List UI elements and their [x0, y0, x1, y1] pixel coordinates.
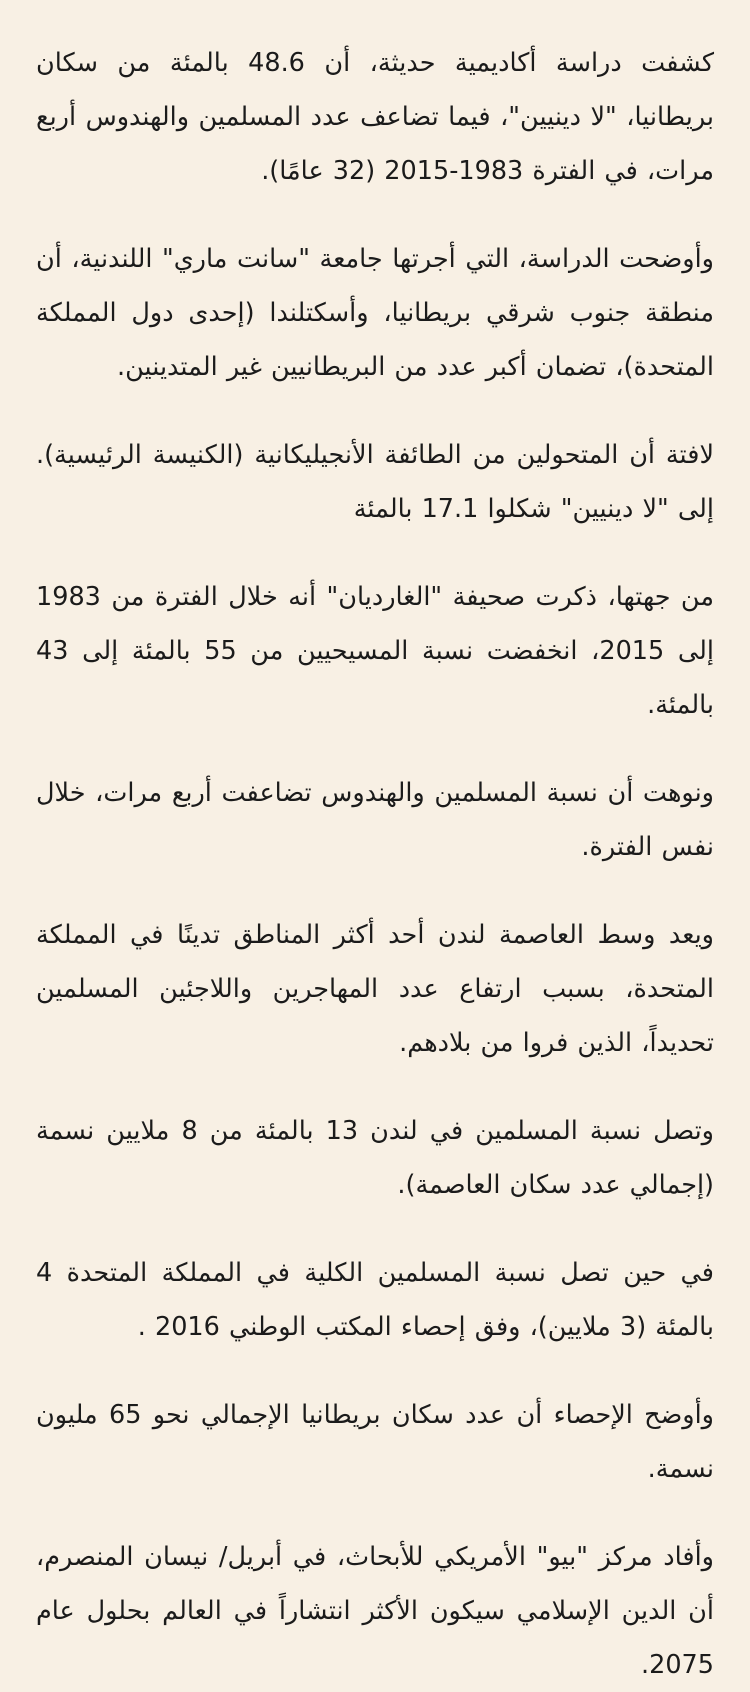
paragraph-study-findings: كشفت دراسة أكاديمية حديثة، أن 48.6 بالمئة من سكان بريطانيا، "لا دينيين"، فيما تضاعف عدد المسلمين والهندوس أربع مرات، في الفترة 1983-2015 (32 عامًا). [36, 48, 715, 186]
paragraph-guardian-report: من جهتها، ذكرت صحيفة "الغارديان" أنه خلال الفترة من 1983 إلى 2015، انخفضت نسبة المسيحيين من 55 بالمئة إلى 43 بالمئة. [36, 582, 715, 720]
paragraph-pew-center: وأفاد مركز "بيو" الأمريكي للأبحاث، في أبريل/ نيسان المنصرم، أن الدين الإسلامي سيكون الأكثر انتشاراً في العالم بحلول عام 2075. [36, 1542, 714, 1680]
paragraph-uk-muslims: في حين تصل نسبة المسلمين الكلية في المملكة المتحدة 4 بالمئة (3 ملايين)، وفق إحصاء المكتب الوطني 2016 . [36, 1258, 714, 1342]
paragraph-london-muslims: وتصل نسبة المسلمين في لندن 13 بالمئة من 8 ملايين نسمة (إجمالي عدد سكان العاصمة). [36, 1116, 714, 1200]
paragraph-anglican-converts: لافتة أن المتحولين من الطائفة الأنجيليكانية (الكنيسة الرئيسية). إلى "لا دينيين" شكلوا 17.1 بالمئة [36, 440, 714, 524]
paragraph-uk-population: وأوضح الإحصاء أن عدد سكان بريطانيا الإجمالي نحو 65 مليون نسمة. [36, 1400, 714, 1484]
paragraph-muslims-hindus: ونوهت أن نسبة المسلمين والهندوس تضاعفت أربع مرات، خلال نفس الفترة. [36, 778, 714, 862]
article-body [36, 36, 714, 1692]
paragraph-london-religiosity: ويعد وسط العاصمة لندن أحد أكثر المناطق تدينًا في المملكة المتحدة، بسبب ارتفاع عدد المهاجرين واللاجئين المسلمين تحديداً، الذين فروا من بلادهم. [36, 920, 714, 1058]
paragraph-university-study: وأوضحت الدراسة، التي أجرتها جامعة "سانت ماري" اللندنية، أن منطقة جنوب شرقي بريطانيا، وأسكتلندا (إحدى دول المملكة المتحدة)، تضمان أكبر عدد من البريطانيين غير المتدينين. [36, 244, 714, 382]
